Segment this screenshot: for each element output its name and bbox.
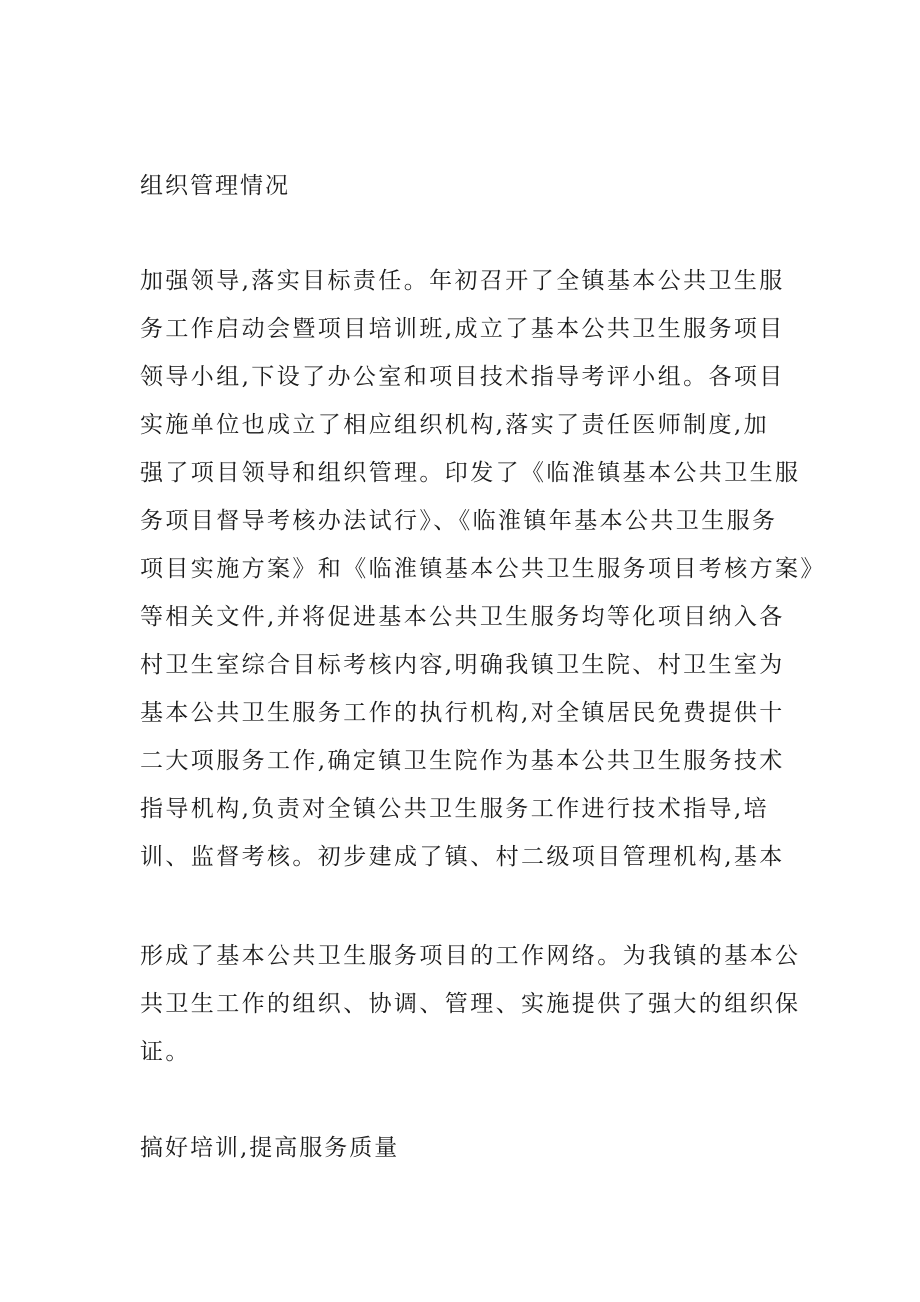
paragraph-line: 强了项目领导和组织管理。印发了《临淮镇基本公共卫生服 — [140, 460, 801, 486]
paragraph-organization-management — [140, 257, 826, 881]
paragraph-line: 训、监督考核。初步建成了镇、村二级项目管理机构,基本 — [140, 844, 785, 870]
paragraph-line: 共卫生工作的组织、协调、管理、实施提供了强大的组织保 — [140, 991, 801, 1017]
paragraph-line: 等相关文件,并将促进基本公共卫生服务均等化项目纳入各 — [140, 604, 785, 630]
paragraph-line: 指导机构,负责对全镇公共卫生服务工作进行技术指导,培 — [140, 796, 770, 822]
paragraph-line: 证。 — [140, 1039, 191, 1065]
paragraph-line: 二大项服务工作,确定镇卫生院作为基本公共卫生服务技术 — [140, 748, 785, 774]
paragraph-line: 形成了基本公共卫生服务项目的工作网络。为我镇的基本公 — [140, 943, 801, 969]
paragraph-line: 领导小组,下设了办公室和项目技术指导考评小组。各项目 — [140, 364, 785, 390]
paragraph-line: 项目实施方案》和《临淮镇基本公共卫生服务项目考核方案》 — [140, 556, 826, 582]
paragraph-line: 务工作启动会暨项目培训班,成立了基本公共卫生服务项目 — [140, 316, 785, 342]
paragraph-line: 务项目督导考核办法试行》、《临淮镇年基本公共卫生服务 — [140, 508, 778, 534]
paragraph-line: 村卫生室综合目标考核内容,明确我镇卫生院、村卫生室为 — [140, 652, 785, 678]
section-heading-training: 搞好培训,提高服务质量 — [140, 1135, 400, 1161]
paragraph-line: 加强领导,落实目标责任。年初召开了全镇基本公共卫生服 — [140, 268, 785, 294]
paragraph-line: 基本公共卫生服务工作的执行机构,对全镇居民免费提供十 — [140, 700, 785, 726]
paragraph-line: 实施单位也成立了相应组织机构,落实了责任医师制度,加 — [140, 412, 770, 438]
paragraph-work-network — [140, 932, 801, 1076]
section-heading-organization: 组织管理情况 — [140, 173, 290, 199]
